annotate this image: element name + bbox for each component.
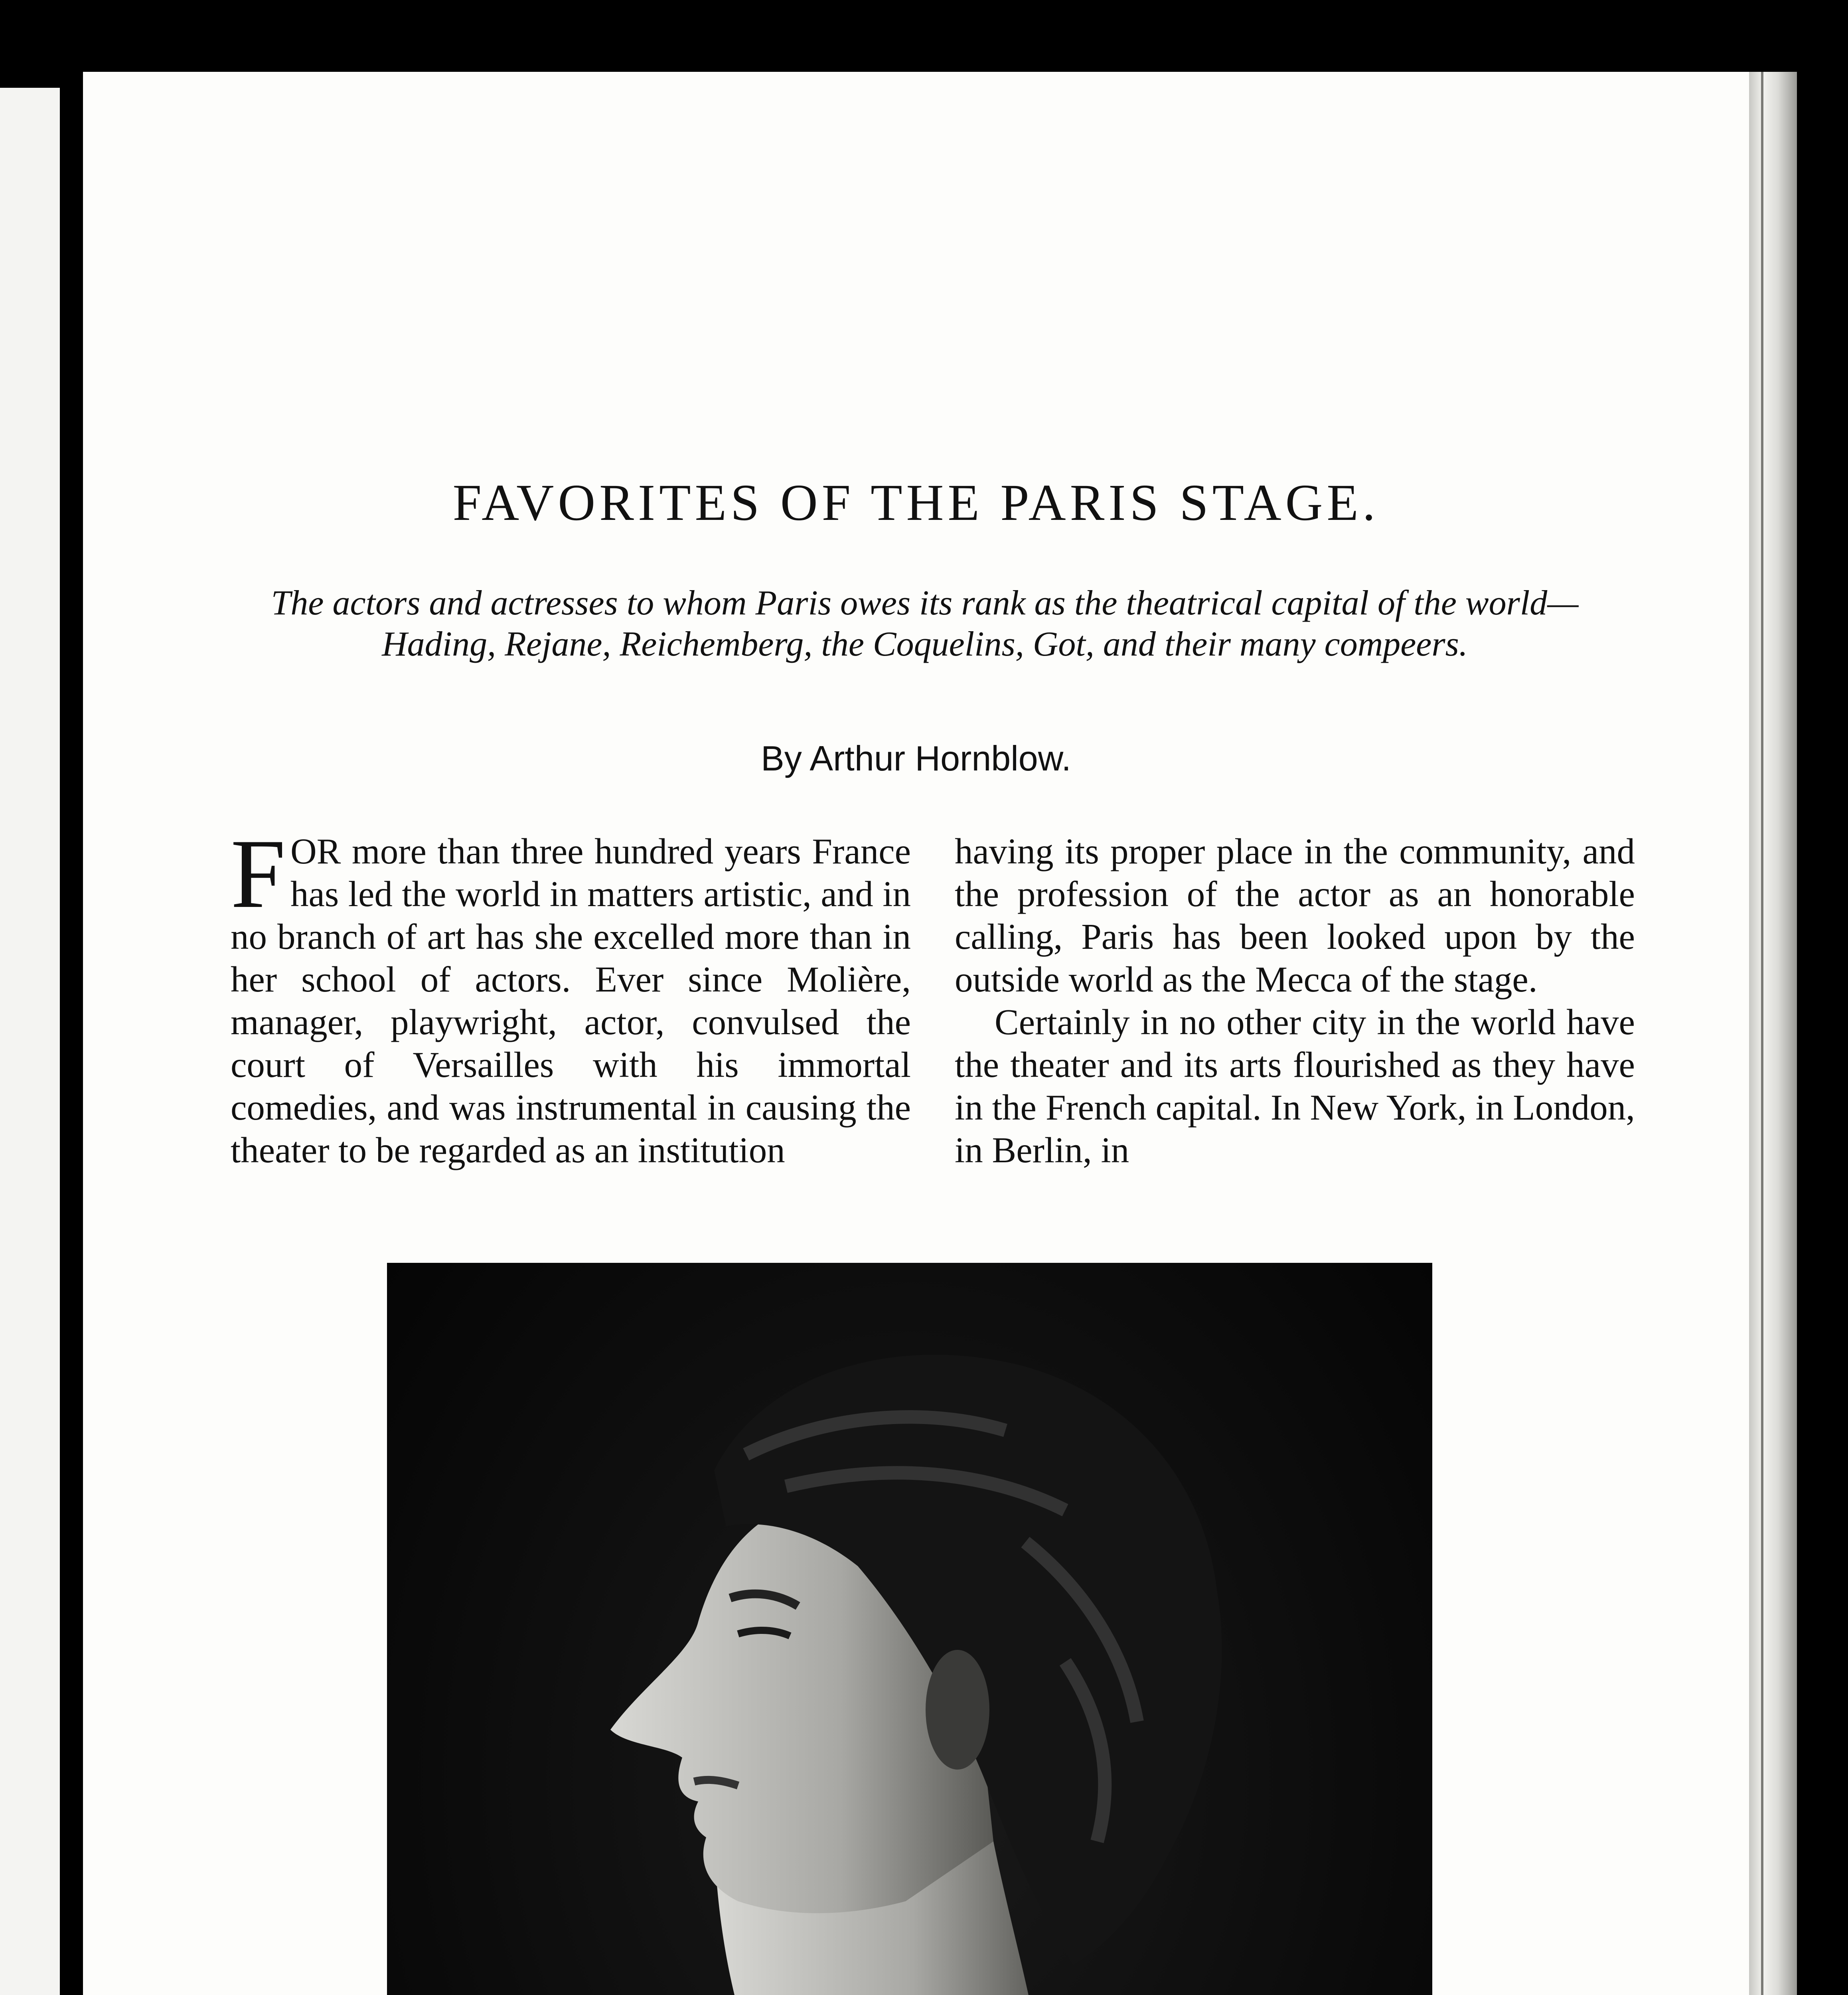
- portrait-photo: [387, 1263, 1432, 1995]
- text-column-left: [231, 819, 911, 1171]
- text-column-right: [955, 830, 1635, 1171]
- article-byline: By Arthur Hornblow.: [761, 739, 1071, 778]
- paragraph: having its proper place in the community, and the profession of the actor as an honorable calling, Paris has been looked upon by the outside world as the Mecca of the stage.: [955, 831, 1635, 999]
- facing-page-edge: [0, 88, 60, 1995]
- paragraph: [231, 819, 911, 1171]
- drop-cap: F: [231, 819, 286, 928]
- paragraph-text: OR more than three hundred years France has led the world in matters artistic, and in no branch of art has she excelled more than in her school of actors. Ever since Molière, manager, playwright, actor, convulsed the court of Versailles with his immortal comedies, and was instrumental in causing the theater to be regarded as an institution: [231, 831, 911, 1170]
- article-subtitle: The actors and actresses to whom Paris owes its rank as the theatrical capital of the world—Hading, Rejane, Reichemberg, the Coquelins, Got, and their many compeers.: [271, 584, 1579, 664]
- paragraph: Certainly in no other city in the world have the theater and its arts flourished as they have in the French capital. In New York, in London, in Berlin, in: [955, 1002, 1635, 1170]
- article-title: FAVORITES OF THE PARIS STAGE.: [452, 474, 1380, 531]
- page-binding-edge: [1749, 72, 1797, 1995]
- magazine-page: [83, 72, 1749, 1995]
- portrait-image: [387, 1263, 1432, 1995]
